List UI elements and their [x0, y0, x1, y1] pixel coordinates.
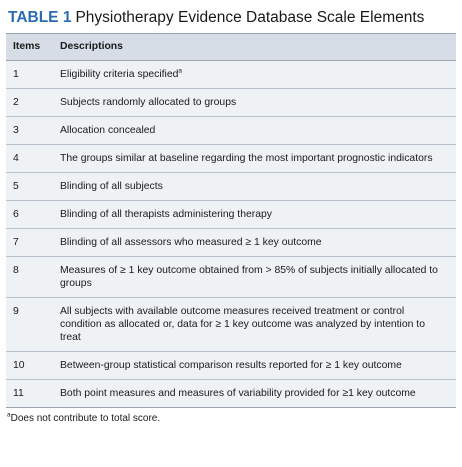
table-row	[6, 380, 456, 408]
table-row	[6, 298, 456, 352]
row-description-text: Eligibility criteria specified	[60, 69, 179, 80]
table-body	[6, 61, 456, 408]
row-description: Between-group statistical comparison results reported for ≥ 1 key outcome	[51, 352, 456, 380]
row-description: Allocation concealed	[51, 117, 456, 145]
row-item-number: 8	[6, 257, 51, 298]
row-description: All subjects with available outcome measures received treatment or control condition as allocated or, data for ≥ 1 key outcome was analyzed by intention to treat	[51, 298, 456, 352]
footnote-marker: a	[7, 411, 11, 419]
table-title	[8, 8, 456, 28]
table-row	[6, 201, 456, 229]
table-row	[6, 145, 456, 173]
table-header	[6, 34, 456, 61]
table-row	[6, 173, 456, 201]
row-description	[51, 61, 456, 89]
row-description: Subjects randomly allocated to groups	[51, 89, 456, 117]
row-item-number: 10	[6, 352, 51, 380]
table-row	[6, 229, 456, 257]
table-row	[6, 257, 456, 298]
row-description: Measures of ≥ 1 key outcome obtained from > 85% of subjects initially allocated to groups	[51, 257, 456, 298]
header-row	[6, 34, 456, 61]
header-items: Items	[6, 34, 51, 61]
table-row	[6, 89, 456, 117]
row-description: Both point measures and measures of variability provided for ≥1 key outcome	[51, 380, 456, 408]
row-item-number: 3	[6, 117, 51, 145]
row-item-number: 4	[6, 145, 51, 173]
table-row	[6, 117, 456, 145]
table-row	[6, 352, 456, 380]
table-footnote	[7, 412, 456, 425]
row-item-number: 1	[6, 61, 51, 89]
table-title-text: Physiotherapy Evidence Database Scale Elements	[75, 9, 425, 26]
row-description: Blinding of all subjects	[51, 173, 456, 201]
table-label: TABLE 1	[8, 9, 72, 26]
pedro-scale-table	[6, 33, 456, 408]
header-descriptions: Descriptions	[51, 34, 456, 61]
row-description: Blinding of all therapists administering therapy	[51, 201, 456, 229]
row-item-number: 11	[6, 380, 51, 408]
row-description: The groups similar at baseline regarding the most important prognostic indicators	[51, 145, 456, 173]
table-row	[6, 61, 456, 89]
row-item-number: 9	[6, 298, 51, 352]
footnote-text: Does not contribute to total score.	[10, 413, 161, 424]
row-item-number: 2	[6, 89, 51, 117]
row-item-number: 6	[6, 201, 51, 229]
row-description: Blinding of all assessors who measured ≥ 1 key outcome	[51, 229, 456, 257]
footnote-marker: a	[178, 67, 183, 75]
row-item-number: 5	[6, 173, 51, 201]
row-item-number: 7	[6, 229, 51, 257]
